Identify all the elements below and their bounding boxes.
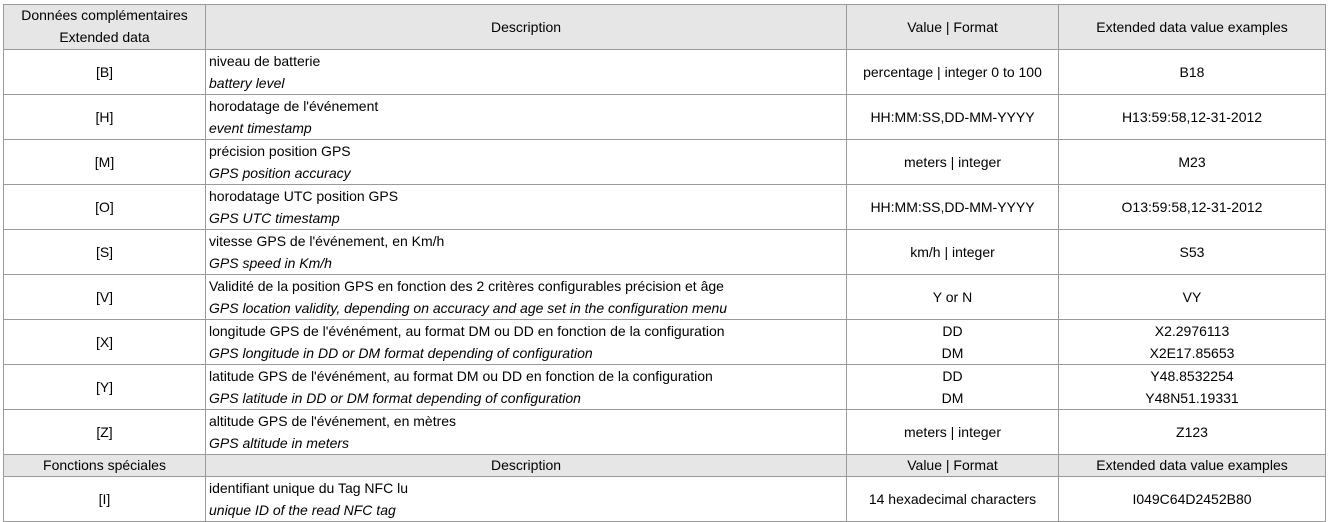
format-line: DM <box>941 345 964 361</box>
description-cell <box>206 410 847 455</box>
example-cell: VY <box>1059 275 1326 320</box>
header-examples: Extended data value examples <box>1059 455 1326 477</box>
description-en: event timestamp <box>209 120 312 136</box>
description-cell <box>206 320 847 365</box>
table-row <box>4 95 1326 140</box>
example-cell: I049C64D2452B80 <box>1059 477 1326 522</box>
table-row <box>4 50 1326 95</box>
example-cell <box>1059 365 1326 410</box>
format-line: DD <box>942 368 963 384</box>
extended-data-table <box>3 4 1326 522</box>
example-line: X2.2976113 <box>1154 323 1230 339</box>
description-en: GPS location validity, depending on accuracy and age set in the configuration menu <box>209 300 728 316</box>
example-line: Y48.8532254 <box>1150 368 1234 384</box>
description-fr: horodatage UTC position GPS <box>209 188 399 204</box>
example-line: X2E17.85653 <box>1149 345 1235 361</box>
header-description: Description <box>206 5 847 50</box>
header-value-format: Value | Format <box>847 5 1059 50</box>
description-cell <box>206 275 847 320</box>
code-cell: [S] <box>4 230 206 275</box>
description-fr: identifiant unique du Tag NFC lu <box>209 480 408 496</box>
example-cell: B18 <box>1059 50 1326 95</box>
description-en: GPS altitude in meters <box>209 435 350 451</box>
code-cell: [O] <box>4 185 206 230</box>
header-special-functions: Fonctions spéciales <box>4 455 206 477</box>
description-cell <box>206 95 847 140</box>
format-cell: 14 hexadecimal characters <box>847 477 1059 522</box>
description-fr: altitude GPS de l'événement, en mètres <box>209 413 457 429</box>
description-fr: vitesse GPS de l'événement, en Km/h <box>209 233 445 249</box>
table-row <box>4 275 1326 320</box>
format-cell: km/h | integer <box>847 230 1059 275</box>
description-en: battery level <box>209 75 285 91</box>
format-cell: percentage | integer 0 to 100 <box>847 50 1059 95</box>
header-extended-data-en: Extended data <box>59 29 150 45</box>
description-cell <box>206 50 847 95</box>
example-line: Y48N51.19331 <box>1145 390 1239 406</box>
format-cell: meters | integer <box>847 140 1059 185</box>
header-extended-data-fr: Données complémentaires <box>21 7 188 23</box>
table-row <box>4 477 1326 522</box>
example-cell: H13:59:58,12-31-2012 <box>1059 95 1326 140</box>
description-en: unique ID of the read NFC tag <box>209 502 396 518</box>
description-fr: Validité de la position GPS en fonction des 2 critères configurables précision et âge <box>209 278 724 294</box>
format-line: DM <box>941 390 964 406</box>
table-row <box>4 410 1326 455</box>
example-cell: S53 <box>1059 230 1326 275</box>
description-cell <box>206 365 847 410</box>
code-cell: [Z] <box>4 410 206 455</box>
example-cell: M23 <box>1059 140 1326 185</box>
code-cell: [M] <box>4 140 206 185</box>
description-cell <box>206 477 847 522</box>
description-fr: précision position GPS <box>209 143 351 159</box>
description-cell <box>206 230 847 275</box>
description-cell <box>206 140 847 185</box>
header-examples: Extended data value examples <box>1059 5 1326 50</box>
format-line: DD <box>942 323 963 339</box>
table-row <box>4 140 1326 185</box>
example-cell: Z123 <box>1059 410 1326 455</box>
example-cell <box>1059 320 1326 365</box>
format-cell <box>847 320 1059 365</box>
code-cell: [X] <box>4 320 206 365</box>
code-cell: [V] <box>4 275 206 320</box>
table-row <box>4 185 1326 230</box>
description-fr: latitude GPS de l'événément, au format DM ou DD en fonction de la configuration <box>209 368 713 384</box>
description-en: GPS latitude in DD or DM format depending of configuration <box>209 390 581 406</box>
special-header-row <box>4 455 1326 477</box>
description-en: GPS position accuracy <box>209 165 351 181</box>
header-row <box>4 5 1326 50</box>
example-cell: O13:59:58,12-31-2012 <box>1059 185 1326 230</box>
table-row <box>4 365 1326 410</box>
description-en: GPS longitude in DD or DM format depending of configuration <box>209 345 593 361</box>
code-cell: [I] <box>4 477 206 522</box>
code-cell: [Y] <box>4 365 206 410</box>
format-cell: Y or N <box>847 275 1059 320</box>
format-cell: HH:MM:SS,DD-MM-YYYY <box>847 95 1059 140</box>
table-row <box>4 320 1326 365</box>
description-en: GPS speed in Km/h <box>209 255 332 271</box>
description-fr: longitude GPS de l'événément, au format DM ou DD en fonction de la configuration <box>209 323 725 339</box>
format-cell: HH:MM:SS,DD-MM-YYYY <box>847 185 1059 230</box>
header-value-format: Value | Format <box>847 455 1059 477</box>
table-row <box>4 230 1326 275</box>
description-fr: horodatage de l'événement <box>209 98 379 114</box>
code-cell: [B] <box>4 50 206 95</box>
code-cell: [H] <box>4 95 206 140</box>
description-fr: niveau de batterie <box>209 53 321 69</box>
description-cell <box>206 185 847 230</box>
header-description: Description <box>206 455 847 477</box>
header-extended-data <box>4 5 206 50</box>
description-en: GPS UTC timestamp <box>209 210 340 226</box>
format-cell <box>847 365 1059 410</box>
format-cell: meters | integer <box>847 410 1059 455</box>
